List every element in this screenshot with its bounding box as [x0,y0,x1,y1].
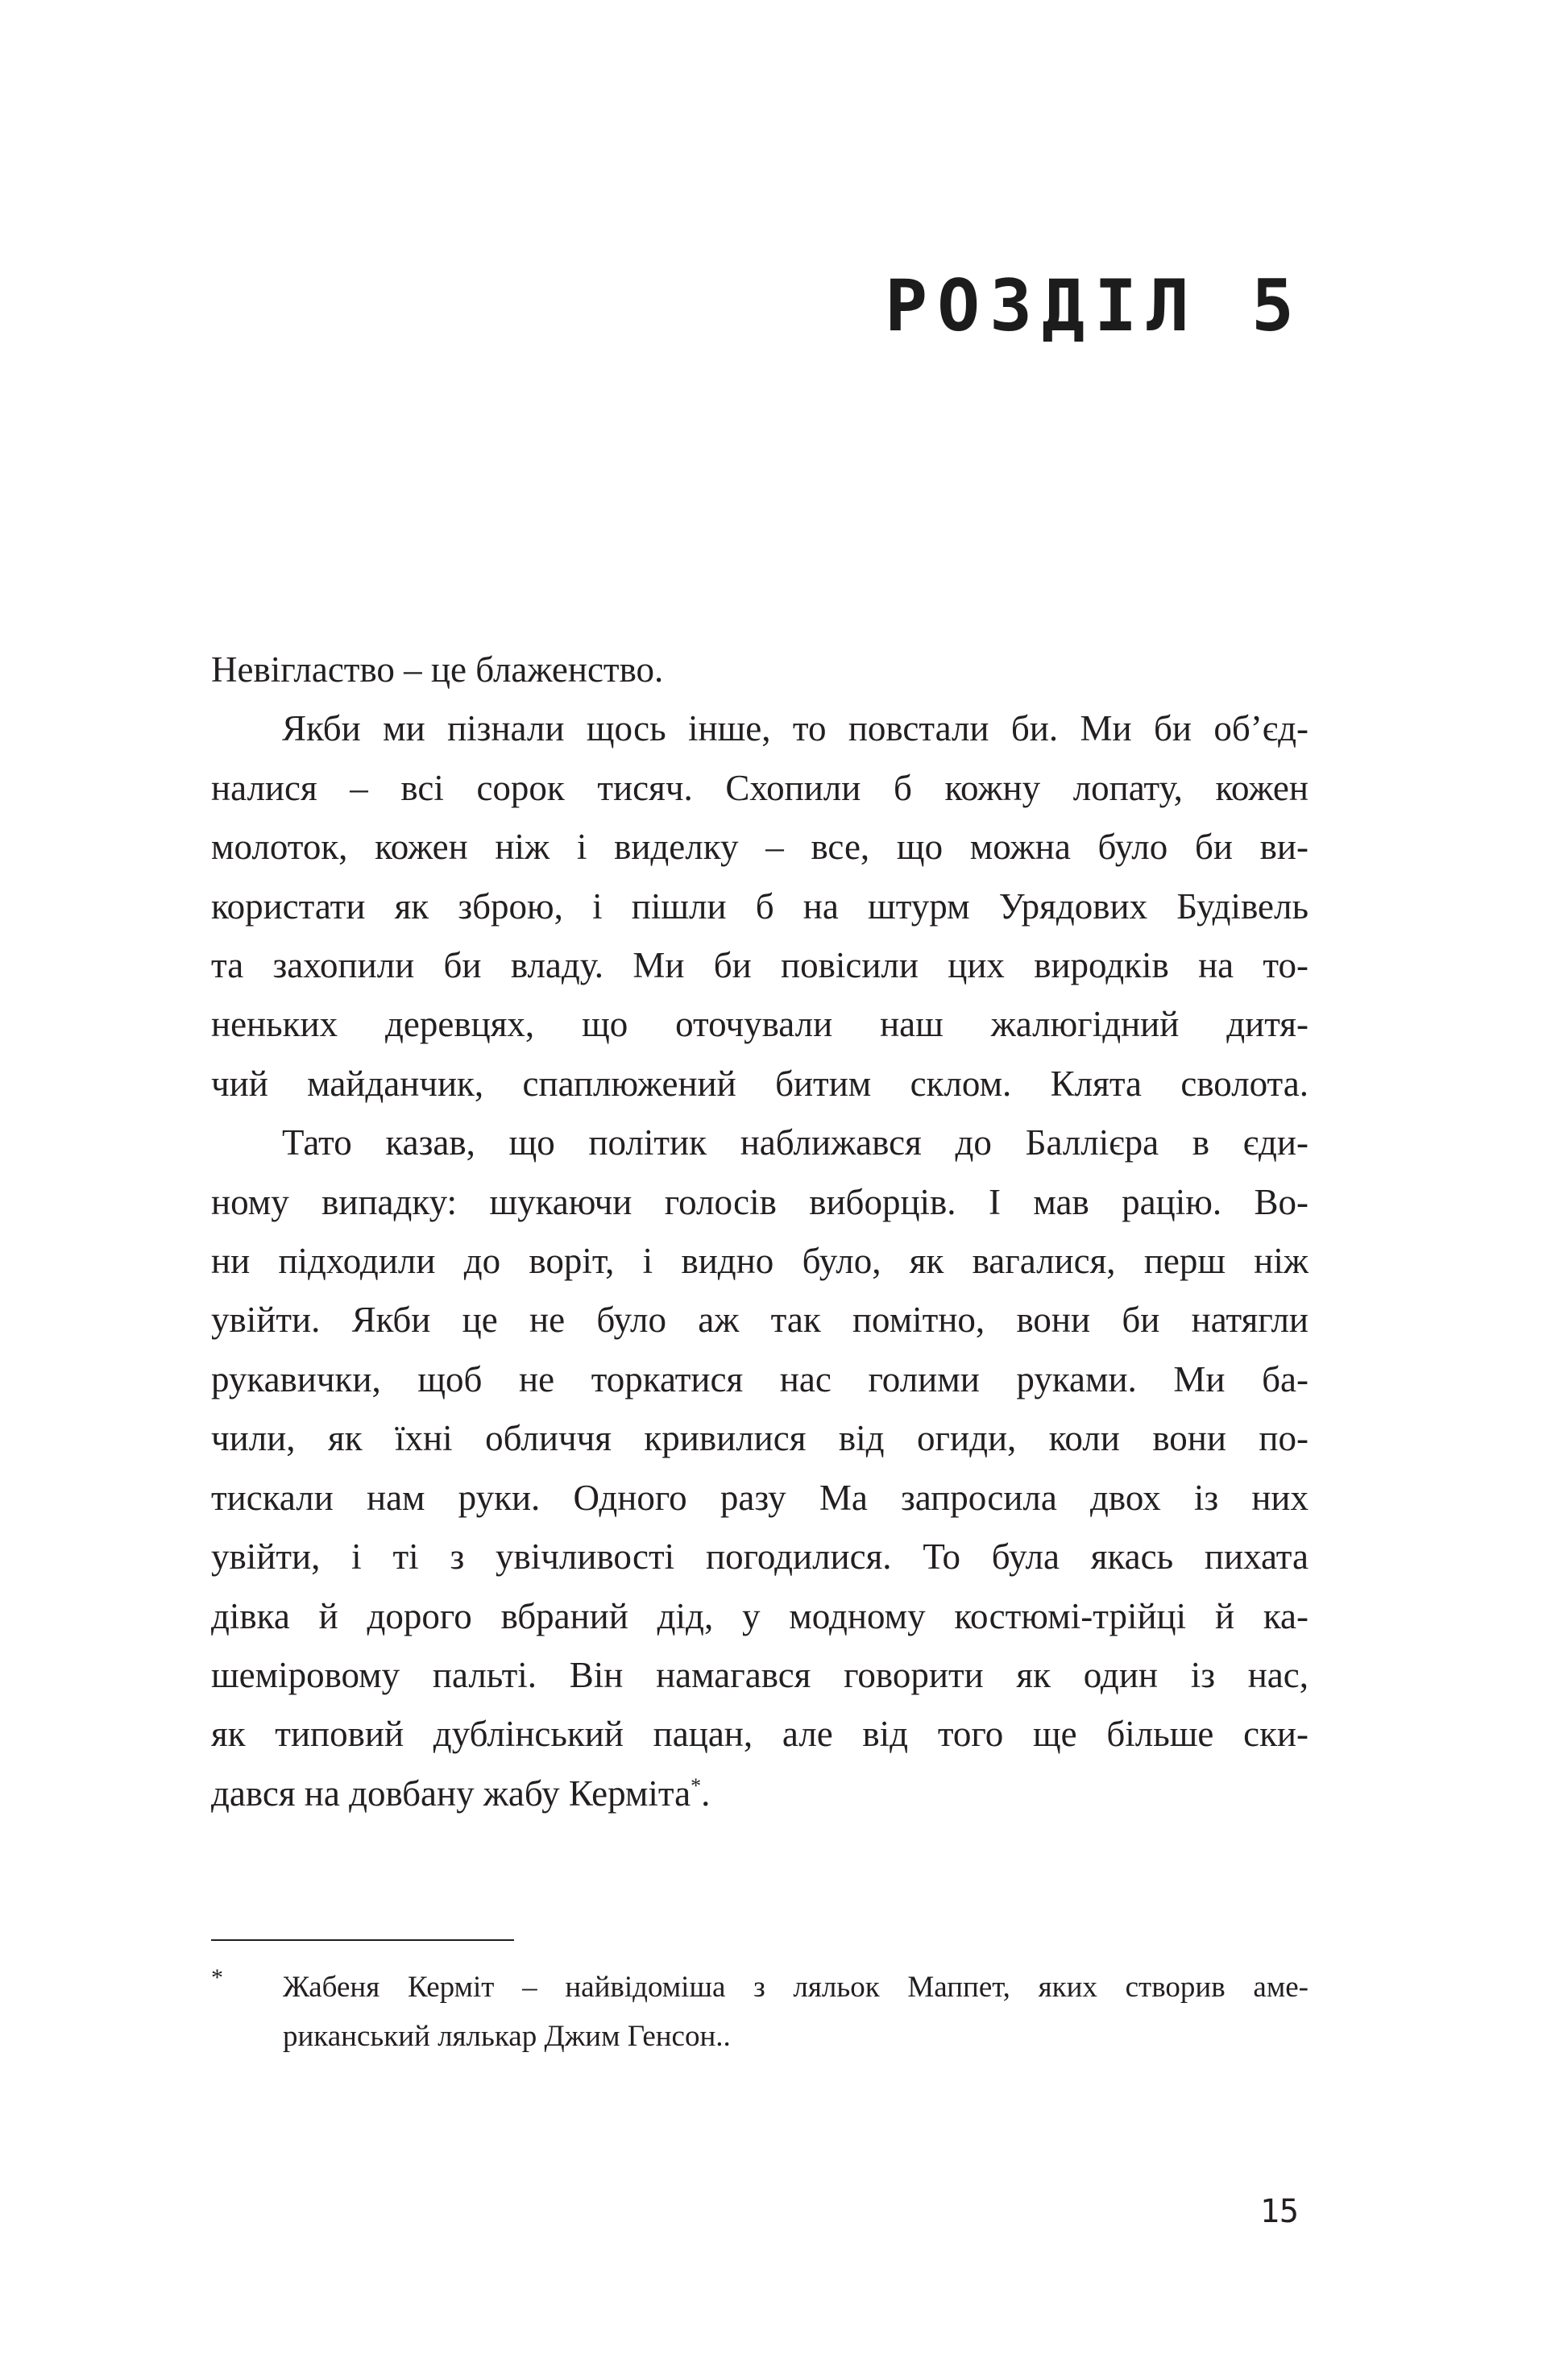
text-line: Якби ми пізнали щось інше, то повстали би. Ми би об’єд- [282,708,1309,749]
text-line: як типовий дублінський пацан, але від того ще більше ски- [211,1714,1309,1755]
text-line: чили, як їхні обличчя кривилися від огиди, коли вони по- [211,1418,1309,1459]
text-line: Невігластво – це блаженство. [211,649,664,690]
footnote-reference[interactable]: * [691,1773,702,1797]
text-span: дався на довбану жабу Керміта [211,1773,691,1814]
footnote-line: риканський лялькар Джим Генсон.. [283,2020,731,2053]
text-line: неньких деревцях, що оточували наш жалюгідний дитя- [211,1004,1309,1045]
text-line: увійти, і ті з увічливості погодилися. То була якась пихата [211,1536,1309,1578]
text-line: шеміровому пальті. Він намагався говорити як один із нас, [211,1654,1309,1695]
text-line: та захопили би владу. Ми би повісили цих виродків на то- [211,945,1309,986]
text-line: молоток, кожен ніж і виделку – все, що можна було би ви- [211,827,1309,868]
text-line: дівка й дорого вбраний дід, у модному костюмі-трійці й ка- [211,1595,1309,1636]
text-line: налися – всі сорок тисяч. Схопили б кожну лопату, кожен [211,767,1309,808]
footnote-divider [211,1939,514,1941]
footnote-mark: * [211,1964,223,1991]
paragraph-3 [211,1113,1309,1823]
text-line-last [211,1764,1309,1823]
footnote [211,1963,1309,2061]
text-line: тискали нам руки. Одного разу Ма запросила двох із них [211,1477,1309,1518]
paragraph-1 [211,641,1309,699]
text-line: увійти. Якби це не було аж так помітно, вони би натягли [211,1300,1309,1341]
end-punctuation: . [701,1773,711,1814]
chapter-heading: РОЗДІЛ 5 [885,264,1304,347]
paragraph-2 [211,699,1309,1113]
text-line: рукавички, щоб не торкатися нас голими руками. Ми ба- [211,1358,1309,1399]
text-line: користати як зброю, і пішли б на штурм Урядових Будівель [211,885,1309,927]
page-number: 15 [1259,2193,1299,2230]
text-line: Тато казав, що політик наближався до Баллієра в єди- [282,1122,1309,1163]
body-text [211,641,1309,1823]
footnote-line: Жабеня Керміт – найвідоміша з ляльок Маппет, яких створив аме- [283,1971,1309,2004]
text-line: чий майданчик, спаплюжений битим склом. Клята сволота. [211,1063,1309,1104]
text-line: ному випадку: шукаючи голосів виборців. І мав рацію. Во- [211,1181,1309,1222]
text-line: ни підходили до воріт, і видно було, як вагалися, перш ніж [211,1241,1309,1282]
